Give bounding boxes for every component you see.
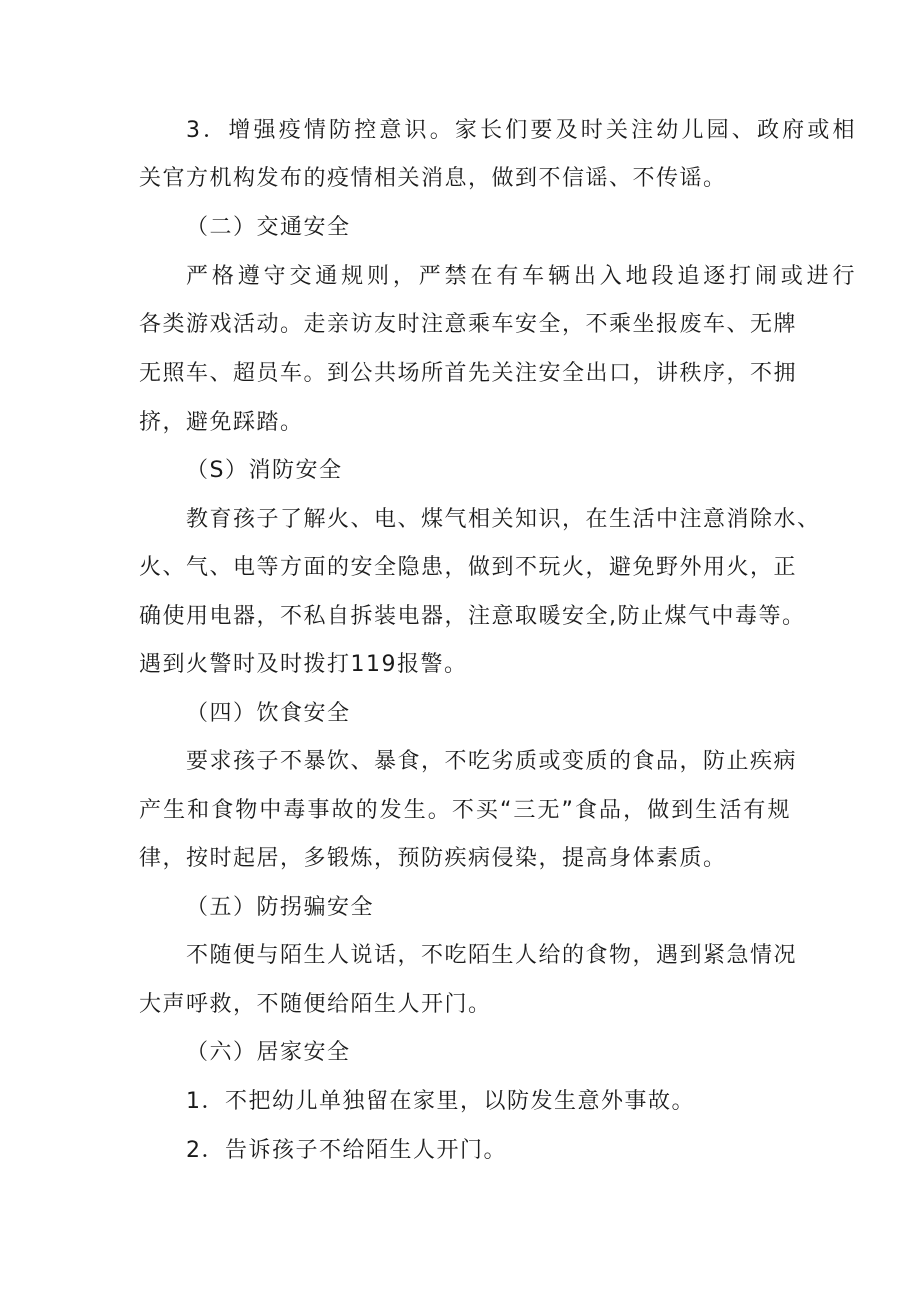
list-item: 2．告诉孩子不给陌生人开门。 [186, 1138, 507, 1163]
section-heading-home-safety: （六）居家安全 [186, 1040, 351, 1065]
paragraph-line: 关官方机构发布的疫情相关消息，做到不信谣、不传谣。 [139, 166, 727, 191]
paragraph-line: 不随便与陌生人说话，不吃陌生人给的食物，遇到紧急情况 [186, 943, 798, 968]
section-heading-fire-safety: （S）消防安全 [186, 458, 343, 483]
paragraph-line: 要求孩子不暴饮、暴食，不吃劣质或变质的食品，防止疾病 [186, 749, 798, 774]
paragraph-line: 3．增强疫情防控意识。家长们要及时关注幼儿园、政府或相 [186, 118, 856, 143]
list-item: 1．不把幼儿单独留在家里，以防发生意外事故。 [186, 1089, 695, 1114]
paragraph-line: 各类游戏活动。走亲访友时注意乘车安全，不乘坐报废车、无牌 [139, 312, 798, 337]
paragraph-line: 挤，避免踩踏。 [139, 410, 304, 435]
section-heading-traffic-safety: （二）交通安全 [186, 215, 351, 240]
paragraph-line: 遇到火警时及时拨打119报警。 [139, 652, 468, 677]
section-heading-anti-abduction-safety: （五）防拐骗安全 [186, 895, 375, 920]
paragraph-line: 律，按时起居，多锻炼，预防疾病侵染，提高身体素质。 [139, 846, 727, 871]
paragraph-line: 大声呼救，不随便给陌生人开门。 [139, 992, 492, 1017]
paragraph-line: 产生和食物中毒事故的发生。不买“三无”食品，做到生活有规 [139, 798, 791, 823]
paragraph-line: 火、气、电等方面的安全隐患，做到不玩火，避免野外用火，正 [139, 555, 798, 580]
section-heading-food-safety: （四）饮食安全 [186, 701, 351, 726]
paragraph-line: 教育孩子了解火、电、煤气相关知识，在生活中注意消除水、 [186, 507, 821, 532]
paragraph-line: 确使用电器，不私自拆装电器，注意取暖安全,防止煤气中毒等。 [139, 604, 806, 629]
paragraph-line: 无照车、超员车。到公共场所首先关注安全出口，讲秩序，不拥 [139, 361, 798, 386]
paragraph-line: 严格遵守交通规则，严禁在有车辆出入地段追逐打闹或进行 [186, 264, 856, 289]
